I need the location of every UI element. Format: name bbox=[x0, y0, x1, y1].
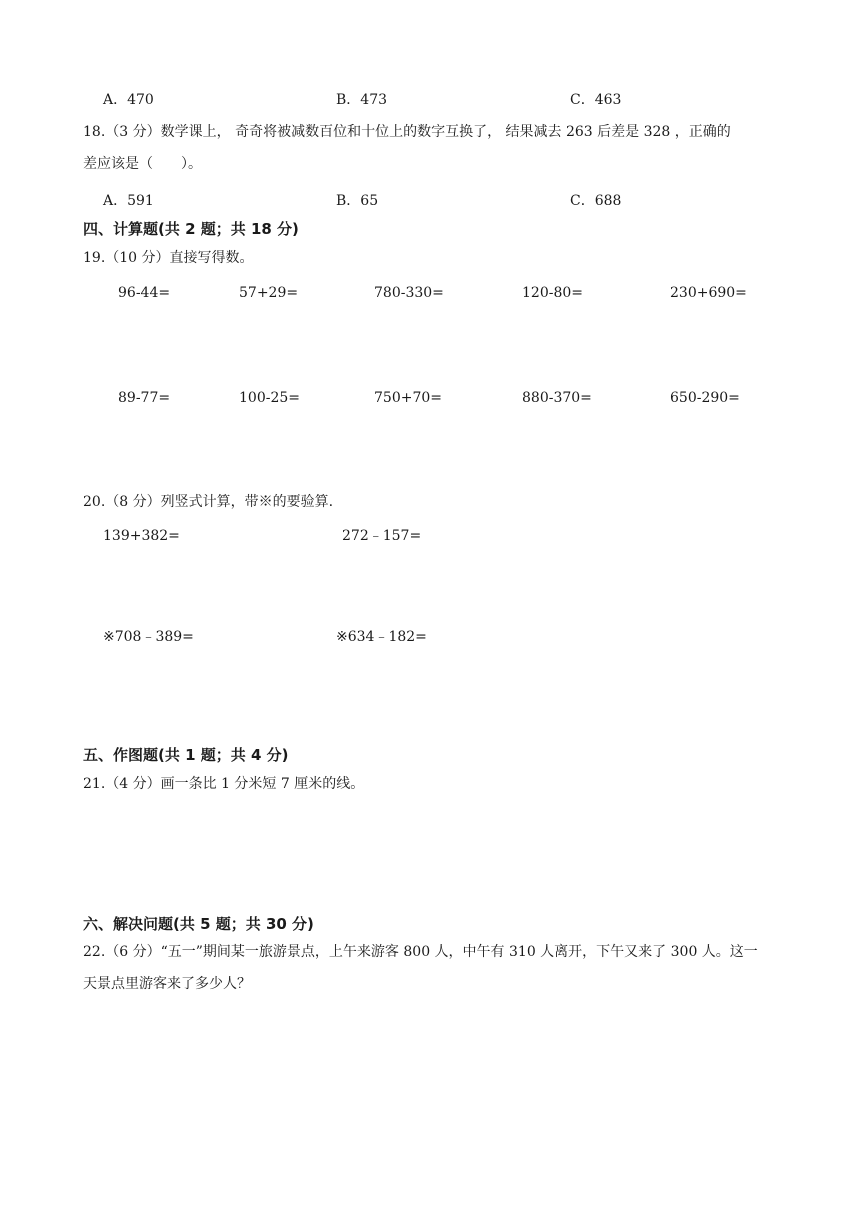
q18-option-a: A．591 bbox=[103, 193, 154, 209]
q19-item: 880-370= bbox=[522, 390, 592, 406]
q19-item: 650-290= bbox=[670, 390, 740, 406]
q20-item: 272﹣157= bbox=[342, 528, 422, 544]
q19-item: 230+690= bbox=[670, 285, 747, 301]
q19-item: 96-44= bbox=[118, 285, 171, 301]
q18-option-c: C．688 bbox=[570, 193, 622, 209]
q21-question: 21.（4 分）画一条比 1 分米短 7 厘米的线。 bbox=[83, 776, 365, 792]
q17-option-c: C．463 bbox=[570, 92, 622, 108]
q19-prompt: 19.（10 分）直接写得数。 bbox=[83, 250, 254, 266]
q19-item: 57+29= bbox=[239, 285, 299, 301]
q19-item: 89-77= bbox=[118, 390, 171, 406]
q19-item: 100-25= bbox=[239, 390, 300, 406]
q22-line-2: 天景点里游客来了多少人？ bbox=[83, 976, 251, 992]
q20-item: ※634﹣182= bbox=[336, 629, 427, 645]
q20-prompt: 20.（8 分）列竖式计算，带※的要验算. bbox=[83, 494, 334, 510]
q19-item: 780-330= bbox=[374, 285, 444, 301]
section-5-heading: 五、作图题(共 1 题；共 4 分) bbox=[83, 746, 289, 764]
q22-question bbox=[83, 936, 810, 1000]
section-4-heading: 四、计算题(共 2 题；共 18 分) bbox=[83, 220, 299, 238]
q18-line-2: 差应该是（ ）。 bbox=[83, 156, 202, 172]
q18-question bbox=[83, 116, 810, 180]
q17-option-a: A．470 bbox=[103, 92, 154, 108]
q20-item: ※708﹣389= bbox=[103, 629, 194, 645]
section-6-heading: 六、解决问题(共 5 题；共 30 分) bbox=[83, 915, 314, 933]
q18-line-1: 18.（3 分）数学课上， 奇奇将被减数百位和十位上的数字互换了， 结果减去 263 后差是 328 ，正确的 bbox=[83, 124, 731, 140]
q19-item: 750+70= bbox=[374, 390, 442, 406]
q18-option-b: B．65 bbox=[336, 193, 379, 209]
q22-line-1: 22.（6 分）“五一”期间某一旅游景点，上午来游客 800 人，中午有 310 人离开，下午又来了 300 人。这一 bbox=[83, 944, 758, 960]
q17-option-b: B．473 bbox=[336, 92, 388, 108]
q19-item: 120-80= bbox=[522, 285, 583, 301]
q20-item: 139+382= bbox=[103, 528, 180, 544]
